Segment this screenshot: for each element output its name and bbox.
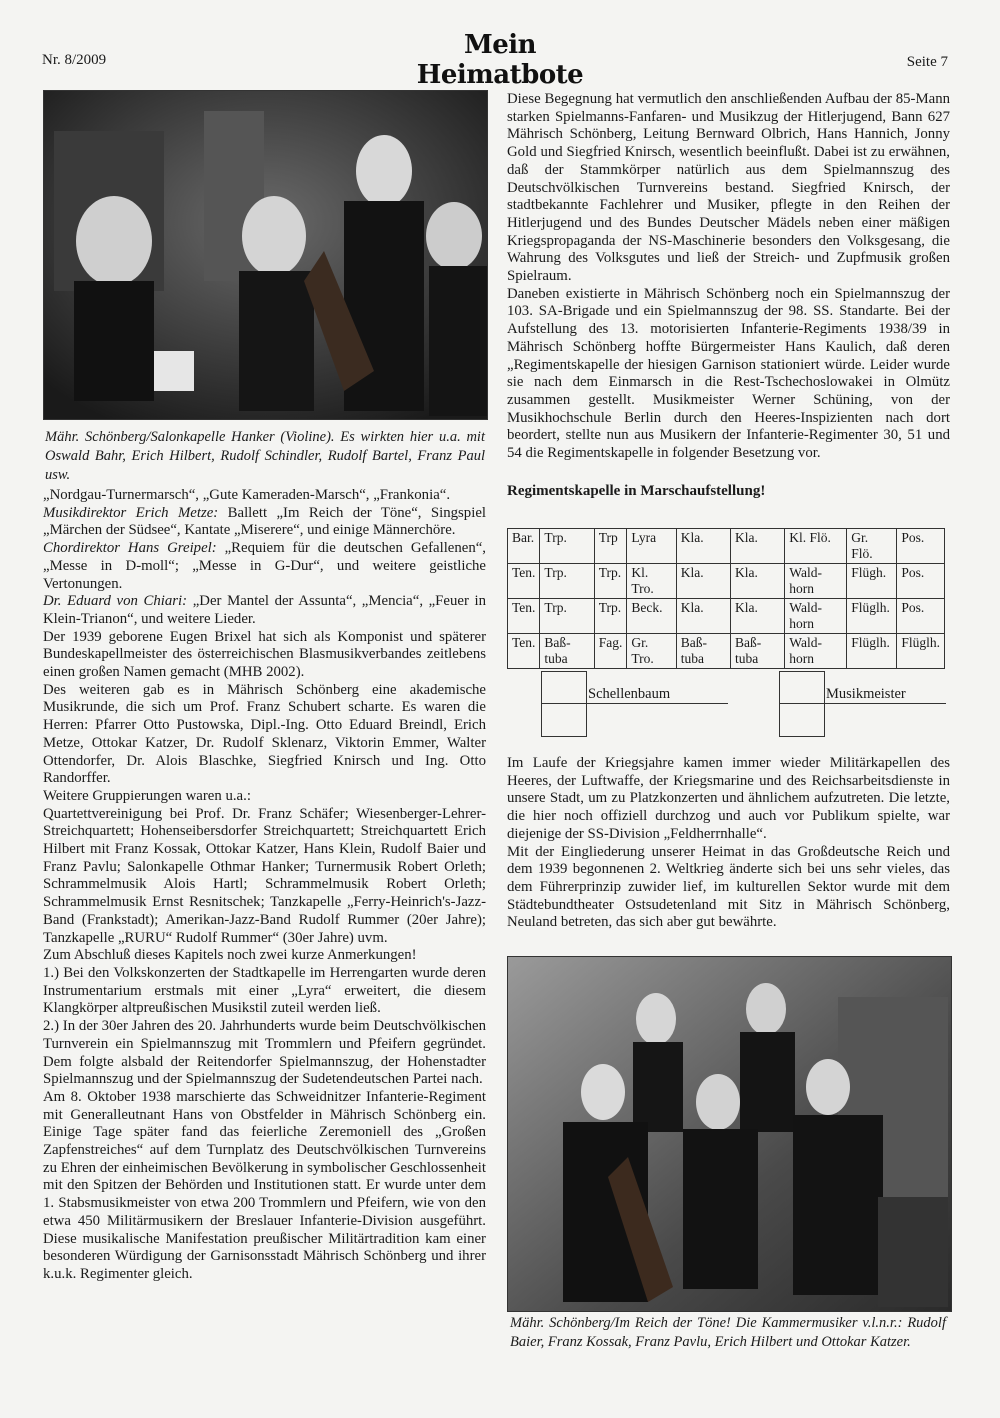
table-cell: Kla.	[676, 599, 730, 634]
paragraph: Daneben existierte in Mährisch Schönberg noch ein Spielmannszug der 103. SA-Brigade und ein Spielmannszug der 98. SS. Standarte. Bei der Aufstellung des 13. motorisierten Infanterie-Regiments 1938/39 in Mährisch Schönberg hoffte Bürgermeister Hans Kaulich, daß deren „Regimentskapelle der hiesigen Garnison stationiert würde. Leider wurde sie nach dem Einmarsch in die Rest-Tschechoslowakei in Olmütz zusammen gestellt. Musikmeister Werner Schüning, von der Musikhochschule Berlin durch den Heeres-Inspizienten nach dort beordert, stellte nun aus Musikern der Infanterie-Regimenter 30, 51 und 54 die Regimentskapelle in folgender Besetzung vor.	[507, 285, 950, 462]
formation-box	[541, 671, 587, 737]
chamber-musicians-photo	[507, 956, 952, 1312]
composer-name: Musikdirektor Erich Metze:	[43, 504, 219, 521]
photo2-caption: Mähr. Schönberg/Im Reich der Töne! Die Kammermusiker v.l.n.r.: Rudolf Baier, Franz Kossak, Franz Pavlu, Erich Hilbert und Ottokar Katzer.	[510, 1315, 946, 1350]
paragraph: Mit der Eingliederung unserer Heimat in das Großdeutsche Reich und dem 1939 begonnenen 2. Weltkrieg änderte sich bei uns sehr vieles, das dem Führerprinzip zuwider lief, im kulturellen Sektor wurde mit dem Städtebundtheater Ostsudetenland mit Sitz in Mährisch Schönberg, Neuland betreten, das sich aber gut bewährte.	[507, 843, 950, 931]
table-cell: Flüglh.	[847, 634, 897, 669]
paragraph: Zum Abschluß dieses Kapitels noch zwei kurze Anmerkungen!	[43, 947, 417, 964]
section-subheading: Regimentskapelle in Marschaufstellung!	[507, 483, 766, 499]
table-row	[508, 599, 945, 634]
band-formation-table	[507, 528, 945, 669]
page-number: Seite 7	[906, 54, 948, 70]
paragraph	[43, 540, 486, 593]
right-column-bottom	[507, 755, 950, 932]
table-cell: Ten.	[508, 564, 540, 599]
masthead-logo: Mein Heimatbote	[416, 30, 584, 90]
paragraph: 2.) In der 30er Jahren des 20. Jahrhunderts wurde beim Deutschvölkischen Turnverein ein Spielmannszug mit Trommlern und Pfeifern gegründet. Dem folgte alsbald der Reitendorfer Spielmannszug, der Hohenstadter Spielmannszug und der Spielmannszug der Sudetendeutschen Partei nach.	[43, 1018, 486, 1088]
table-cell: Kla.	[731, 599, 785, 634]
table-cell: Baß-tuba	[731, 634, 785, 669]
paragraph: Weitere Gruppierungen waren u.a.:	[43, 787, 251, 804]
table-cell: Kla.	[731, 529, 785, 564]
table-cell: Trp.	[540, 529, 594, 564]
paragraph	[43, 593, 486, 628]
table-cell: Kla.	[731, 564, 785, 599]
paragraph: „Nordgau-Turnermarsch“, „Gute Kameraden-Marsch“, „Frankonia“.	[43, 487, 451, 503]
paragraph: Quartettvereinigung bei Prof. Dr. Franz Schäfer; Wiesenberger-Lehrer-Streichquartett; Hohenseibersdorfer Streichquartett; Streichquartett Erich Hilbert mit Franz Kossak, Ottokar Katzer, Hans Klein, Rudolf Baier und Franz Pavlu; Salonkapelle Othmar Hanker; Turnermusik Robert Orleth; Schrammelmusik Alois Hartl; Schrammelmusik Robert Orleth; Schrammelmusik Ernst Resnitschek; Tanzkapelle „Ferry-Heinrich's-Jazz-Band (Frankstadt); Amerikan-Jazz-Band Rudolf Rummer (20er Jahre); Tanzkapelle „RURU“ Rudolf Rummer“ (30er Jahre) uvm.	[43, 805, 486, 946]
table-cell: Bar.	[508, 529, 540, 564]
table-cell: Gr. Tro.	[627, 634, 676, 669]
table-cell: Wald-horn	[785, 634, 847, 669]
table-cell: Ten.	[508, 599, 540, 634]
table-cell: Trp.	[594, 564, 627, 599]
table-cell: Gr. Flö.	[847, 529, 897, 564]
composer-works: Ballett „Im Reich der Töne“, Singspiel „Märchen der Südsee“, Kantate „Miserere“, und einige Männerchöre.	[43, 504, 486, 539]
paragraph	[43, 505, 486, 540]
paragraph: Diese Begegnung hat vermutlich den anschließenden Aufbau der 85-Mann starken Spielmanns-Fanfaren- und Musikzug der Hitlerjugend, Bann 627 Mährisch Schönberg, Leitung Bernward Olbrich, Hans Hannich, Jonny Gold und Siegfried Knirsch, wesentlich beeinflußt. Dabei ist zu erwähnen, daß der Stammkörper natürlich aus dem Spielmannszug des Deutschvölkischen Turnvereins bestand. Siegfried Knirsch, der stadtbekannte Fachlehrer und Musiker, pflegte in den Reihen der Hitlerjugend und des Bundes Deutscher Mädels neben einer mäßigen Kriegspropaganda der NS-Maschinerie besonders den Volksgesang, die Wahrung des Volksgutes und ließ der Streich- und Zupfmusik großen Spielraum.	[507, 91, 950, 285]
formation-box	[779, 671, 825, 737]
paragraph: Am 8. Oktober 1938 marschierte das Schweidnitzer Infanterie-Regiment mit Generalleutnant Hans von Obstfelder in Mährisch Schönberg ein. Einige Tage später fand das feierliche Zeremoniell des „Großen Zapfenstreiches“ auf dem Turnplatz des Deutschvölkischen Turnvereins zu Ehren der einheimischen Bevölkerung in symbolischer Geschlossenheit mit den Spitzen der Behörden und Institutionen statt. Er wurde unter dem 1. Stabsmusikmeister von etwa 200 Trommlern und Pfeifern, wie von den etwa 450 Militärmusikern der Breslauer Infanterie-Division ausgeführt. Diese musikalische Manifestation preußischer Militärtradition kam einer besonderen Würdigung der Garnisonsstadt Mährisch Schönberg und ihrer k.u.k. Regimenter gleich.	[43, 1088, 486, 1282]
composer-works: „Requiem für die deutschen Gefallenen“, „Messe in D-moll“; „Messe in G-Dur“, und weitere geistliche Vertonungen.	[43, 540, 486, 592]
musikmeister-label: Musikmeister	[824, 686, 946, 704]
salon-orchestra-photo	[43, 90, 488, 420]
table-cell: Pos.	[897, 599, 945, 634]
table-cell: Baß-tuba	[540, 634, 594, 669]
table-cell: Kla.	[676, 564, 730, 599]
table-cell: Lyra	[627, 529, 676, 564]
composer-works: „Der Mantel der Assunta“, „Mencia“, „Feuer in Klein-Trianon“, und weitere Lieder.	[43, 593, 486, 627]
table-cell: Flüglh.	[847, 599, 897, 634]
composer-name: Chordirektor Hans Greipel:	[43, 540, 217, 557]
paragraph: 1.) Bei den Volkskonzerten der Stadtkapelle im Herrengarten wurde deren Instrumentarium erstmals mit einer „Lyra“ erweitert, die diesem Klangkörper altpreußischen Musikstil zuteil werden ließ.	[43, 964, 486, 1017]
table-cell: Trp.	[540, 564, 594, 599]
table-cell: Trp	[594, 529, 627, 564]
table-cell: Flüglh.	[897, 634, 945, 669]
table-cell: Kl. Tro.	[627, 564, 676, 599]
table-cell: Baß-tuba	[676, 634, 730, 669]
table-cell: Flügh.	[847, 564, 897, 599]
paragraph: Der 1939 geborene Eugen Brixel hat sich als Komponist und späterer Bundeskapellmeister des österreichischen Blasmusikverbandes zeitlebens einen großen Namen gemacht (MHB 2002).	[43, 628, 486, 681]
photo1-caption: Mähr. Schönberg/Salonkapelle Hanker (Violine). Es wirkten hier u.a. mit Oswald Bahr, Erich Hilbert, Rudolf Schindler, Rudolf Bartel, Franz Paul usw.	[45, 429, 485, 483]
table-cell: Ten.	[508, 634, 540, 669]
composer-name: Dr. Eduard von Chiari:	[43, 593, 188, 610]
table-row	[508, 529, 945, 564]
left-column	[43, 487, 486, 1284]
table-cell: Trp.	[594, 599, 627, 634]
right-column-top	[507, 91, 950, 463]
paragraph: Im Laufe der Kriegsjahre kamen immer wieder Militärkapellen des Heeres, der Luftwaffe, der Kriegsmarine und des Reichsarbeitsdienste in unsere Stadt, um zu Platzkonzerten und ähnlichem aufzutreten. Die letzte, die hier noch offiziell durchzog und auch vor Publikum spielte, war diejenige der SS-Division „Feldherrnhalle“.	[507, 755, 950, 842]
table-cell: Pos.	[897, 564, 945, 599]
schellenbaum-label: Schellenbaum	[586, 686, 728, 704]
table-cell: Kla.	[676, 529, 730, 564]
paragraph: Des weiteren gab es in Mährisch Schönberg eine akademische Musikrunde, die sich um Prof. Franz Schubert scharte. Es waren die Herren: Pfarrer Otto Pustowska, Dipl.-Ing. Otto Eduard Breindl, Erich Metze, Ottokar Katzer, Dr. Rudolf Sklenarz, Viktorin Emmer, Walter Ottendorfer, Dr. Alois Blaschke, Siegfried Knirsch und Ing. Otto Randorffer.	[43, 681, 486, 787]
table-cell: Kl. Flö.	[785, 529, 847, 564]
table-cell: Trp.	[540, 599, 594, 634]
table-row	[508, 564, 945, 599]
table-row	[508, 634, 945, 669]
table-cell: Beck.	[627, 599, 676, 634]
table-cell: Pos.	[897, 529, 945, 564]
table-cell: Fag.	[594, 634, 627, 669]
table-cell: Wald-horn	[785, 564, 847, 599]
table-cell: Wald-horn	[785, 599, 847, 634]
issue-number: Nr. 8/2009	[42, 52, 107, 68]
